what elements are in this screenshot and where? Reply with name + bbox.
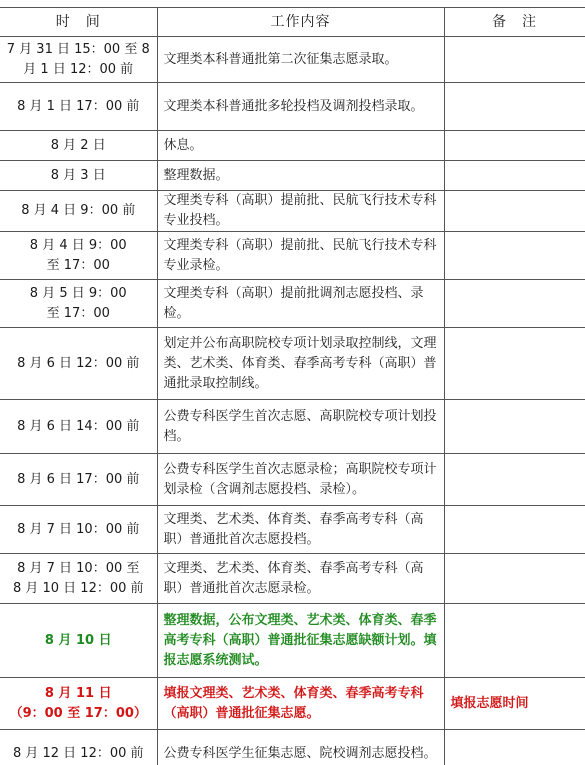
cell-time: 8 月 7 日 10：00 至 8 月 10 日 12：00 前 xyxy=(0,554,157,604)
cell-work: 公费专科医学生首次志愿、高职院校专项计划投档。 xyxy=(157,400,444,454)
cell-time: 8 月 6 日 14：00 前 xyxy=(0,400,157,454)
schedule-body xyxy=(0,37,585,765)
cell-note xyxy=(444,328,585,400)
table-row xyxy=(0,161,585,191)
table-row xyxy=(0,506,585,554)
cell-work: 文理类专科（高职）提前批、民航飞行技术专科专业投档。 xyxy=(157,191,444,232)
table-row xyxy=(0,328,585,400)
cell-note xyxy=(444,454,585,506)
cell-time: 8 月 3 日 xyxy=(0,161,157,191)
cell-note xyxy=(444,280,585,328)
cell-work: 文理类专科（高职）提前批调剂志愿投档、录检。 xyxy=(157,280,444,328)
cell-time: 8 月 11 日 （9：00 至 17：00） xyxy=(0,678,157,730)
cell-work: 填报文理类、艺术类、体育类、春季高考专科（高职）普通批征集志愿。 xyxy=(157,678,444,730)
table-row xyxy=(0,678,585,730)
cell-time: 8 月 2 日 xyxy=(0,131,157,161)
cell-note xyxy=(444,730,585,765)
table-row xyxy=(0,232,585,280)
table-row xyxy=(0,554,585,604)
header-work: 工作内容 xyxy=(157,8,444,37)
cell-note xyxy=(444,232,585,280)
cell-note xyxy=(444,400,585,454)
table-row xyxy=(0,730,585,765)
header-row xyxy=(0,8,585,37)
cell-note: 填报志愿时间 xyxy=(444,678,585,730)
header-note: 备 注 xyxy=(444,8,585,37)
cell-time: 8 月 7 日 10：00 前 xyxy=(0,506,157,554)
cell-note xyxy=(444,83,585,131)
cell-note xyxy=(444,506,585,554)
header-time: 时 间 xyxy=(0,8,157,37)
table-row xyxy=(0,280,585,328)
cell-work: 公费专科医学生征集志愿、院校调剂志愿投档。 xyxy=(157,730,444,765)
cell-work: 文理类、艺术类、体育类、春季高考专科（高职）普通批首次志愿录检。 xyxy=(157,554,444,604)
cell-work: 休息。 xyxy=(157,131,444,161)
cell-work: 文理类本科普通批多轮投档及调剂投档录取。 xyxy=(157,83,444,131)
cell-time: 8 月 4 日 9：00 前 xyxy=(0,191,157,232)
cell-time: 8 月 6 日 12：00 前 xyxy=(0,328,157,400)
cell-time: 8 月 1 日 17：00 前 xyxy=(0,83,157,131)
cell-note xyxy=(444,554,585,604)
cell-note xyxy=(444,131,585,161)
cell-work: 划定并公布高职院校专项计划录取控制线，文理类、艺术类、体育类、春季高考专科（高职）普通批录取控制线。 xyxy=(157,328,444,400)
table-row xyxy=(0,131,585,161)
cell-time: 7 月 31 日 15：00 至 8 月 1 日 12：00 前 xyxy=(0,37,157,83)
cell-work: 整理数据。 xyxy=(157,161,444,191)
cell-note xyxy=(444,161,585,191)
cell-time: 8 月 12 日 12：00 前 xyxy=(0,730,157,765)
table-row xyxy=(0,83,585,131)
cell-note xyxy=(444,37,585,83)
cell-time: 8 月 6 日 17：00 前 xyxy=(0,454,157,506)
cell-time: 8 月 10 日 xyxy=(0,604,157,678)
cell-note xyxy=(444,191,585,232)
cell-work: 文理类专科（高职）提前批、民航飞行技术专科专业录检。 xyxy=(157,232,444,280)
cell-work: 文理类、艺术类、体育类、春季高考专科（高职）普通批首次志愿投档。 xyxy=(157,506,444,554)
cell-work: 整理数据，公布文理类、艺术类、体育类、春季高考专科（高职）普通批征集志愿缺额计划。填报志愿系统测试。 xyxy=(157,604,444,678)
cell-time: 8 月 4 日 9：00 至 17：00 xyxy=(0,232,157,280)
table-row xyxy=(0,604,585,678)
table-row xyxy=(0,400,585,454)
cell-time: 8 月 5 日 9：00 至 17：00 xyxy=(0,280,157,328)
table-row xyxy=(0,37,585,83)
schedule-table xyxy=(0,7,585,765)
table-row xyxy=(0,191,585,232)
cell-work: 文理类本科普通批第二次征集志愿录取。 xyxy=(157,37,444,83)
cell-note xyxy=(444,604,585,678)
cell-work: 公费专科医学生首次志愿录检；高职院校专项计划录检（含调剂志愿投档、录检）。 xyxy=(157,454,444,506)
table-row xyxy=(0,454,585,506)
